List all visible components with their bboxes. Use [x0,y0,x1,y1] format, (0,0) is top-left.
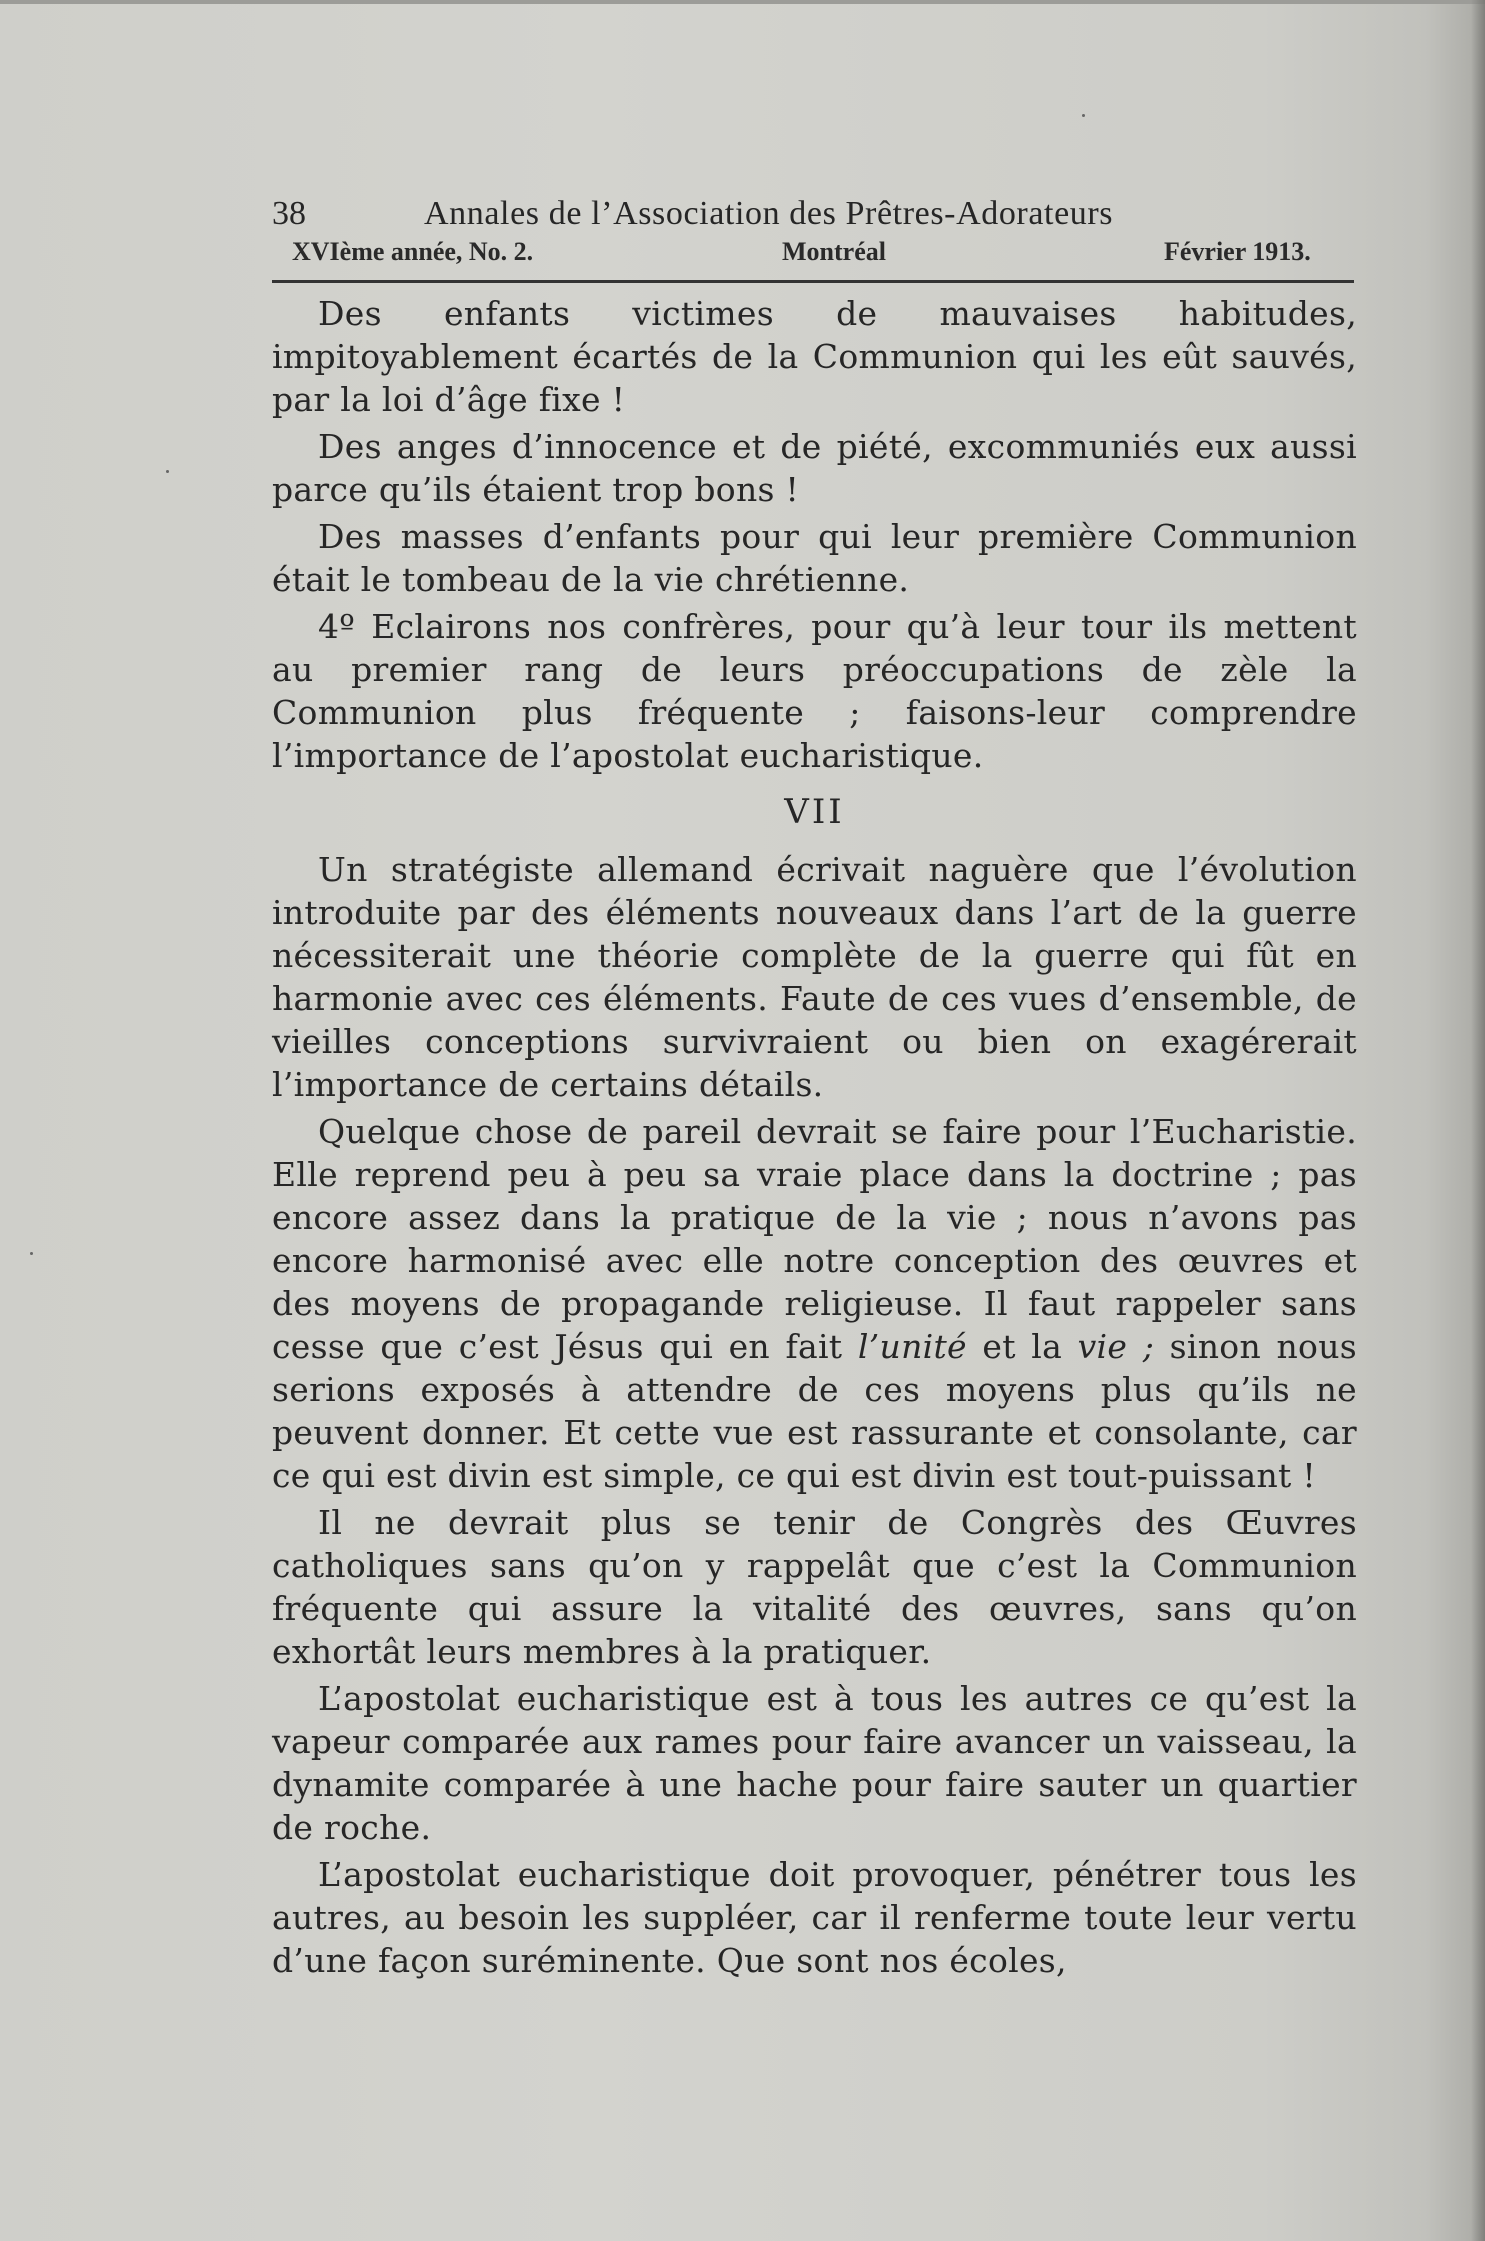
header-rule [272,280,1354,283]
section-heading: VII [784,792,845,832]
paper-speck [166,470,169,473]
paragraph [272,1110,1357,1497]
paragraph-text: et la [982,1327,1063,1366]
page-number: 38 [272,195,306,232]
page-binding-shadow [1471,0,1485,2241]
paragraph: Des enfants victimes de mauvaises habitudes, impitoyablement écartés de la Communion qui les eût sauvés, par la loi d’âge fixe ! [272,294,1357,419]
paragraph: L’apostolat eucharistique est à tous les autres ce qu’est la vapeur comparée aux rames pour faire avancer un vaisseau, la dynamite comparée à une hache pour faire sauter un quartier de roche. [272,1679,1357,1847]
page-top-edge [0,0,1485,4]
paper-speck [30,1252,33,1255]
issue-number: XVIème année, No. 2. [292,237,534,266]
publication-date: Février 1913. [1164,237,1311,266]
paragraph-text: Quelque chose de pareil devrait se faire pour l’Eucharistie. Elle reprend peu à peu sa vraie place dans la doctrine ; pas encore assez dans la pratique de la vie ; nous n’avons pas encore harmonisé avec elle notre conception des œuvres et des moyens de propagande religieuse. Il faut rappeler sans cesse que c’est Jésus qui en fait [272,1112,1357,1366]
paragraph: Des masses d’enfants pour qui leur première Communion était le tombeau de la vie chrétienne. [272,517,1357,599]
paragraph-text: sinon nous serions exposés à attendre de ces moyens plus qu’ils ne peuvent donner. Et cette vue est rassurante et consolante, car ce qui est divin est simple, ce qui est divin est tout-puissant ! [272,1327,1358,1495]
paragraph: Des anges d’innocence et de piété, excommuniés eux aussi parce qu’ils étaient trop bons ! [272,427,1357,509]
paper-speck [1082,114,1085,117]
paragraph: Il ne devrait plus se tenir de Congrès des Œuvres catholiques sans qu’on y rappelât que c’est la Communion fréquente qui assure la vitalité des œuvres, sans qu’on exhortât leurs membres à la pratiquer. [272,1503,1357,1671]
emphasis-text: l’unité [857,1327,967,1366]
publication-city: Montréal [782,237,886,266]
paragraph: 4º Eclairons nos confrères, pour qu’à leur tour ils mettent au premier rang de leurs préoccupations de zèle la Communion plus fréquente ; faisons-leur comprendre l’importance de l’apostolat eucharistique. [272,607,1357,775]
emphasis-text: vie ; [1077,1327,1155,1366]
paragraph: Un stratégiste allemand écrivait naguère que l’évolution introduite par des éléments nouveaux dans l’art de la guerre nécessiterait une théorie complète de la guerre qui fût en harmonie avec ces éléments. Faute de ces vues d’ensemble, de vieilles conceptions survivraient ou bien on exagérerait l’importance de certains détails. [272,850,1357,1104]
paragraph: L’apostolat eucharistique doit provoquer, pénétrer tous les autres, au besoin les suppléer, car il renferme toute leur vertu d’une façon suréminente. Que sont nos écoles, [272,1855,1357,1980]
running-header [272,194,1354,284]
body-text [272,292,1357,1986]
journal-title: Annales de l’Association des Prêtres-Adorateurs [424,195,1114,232]
